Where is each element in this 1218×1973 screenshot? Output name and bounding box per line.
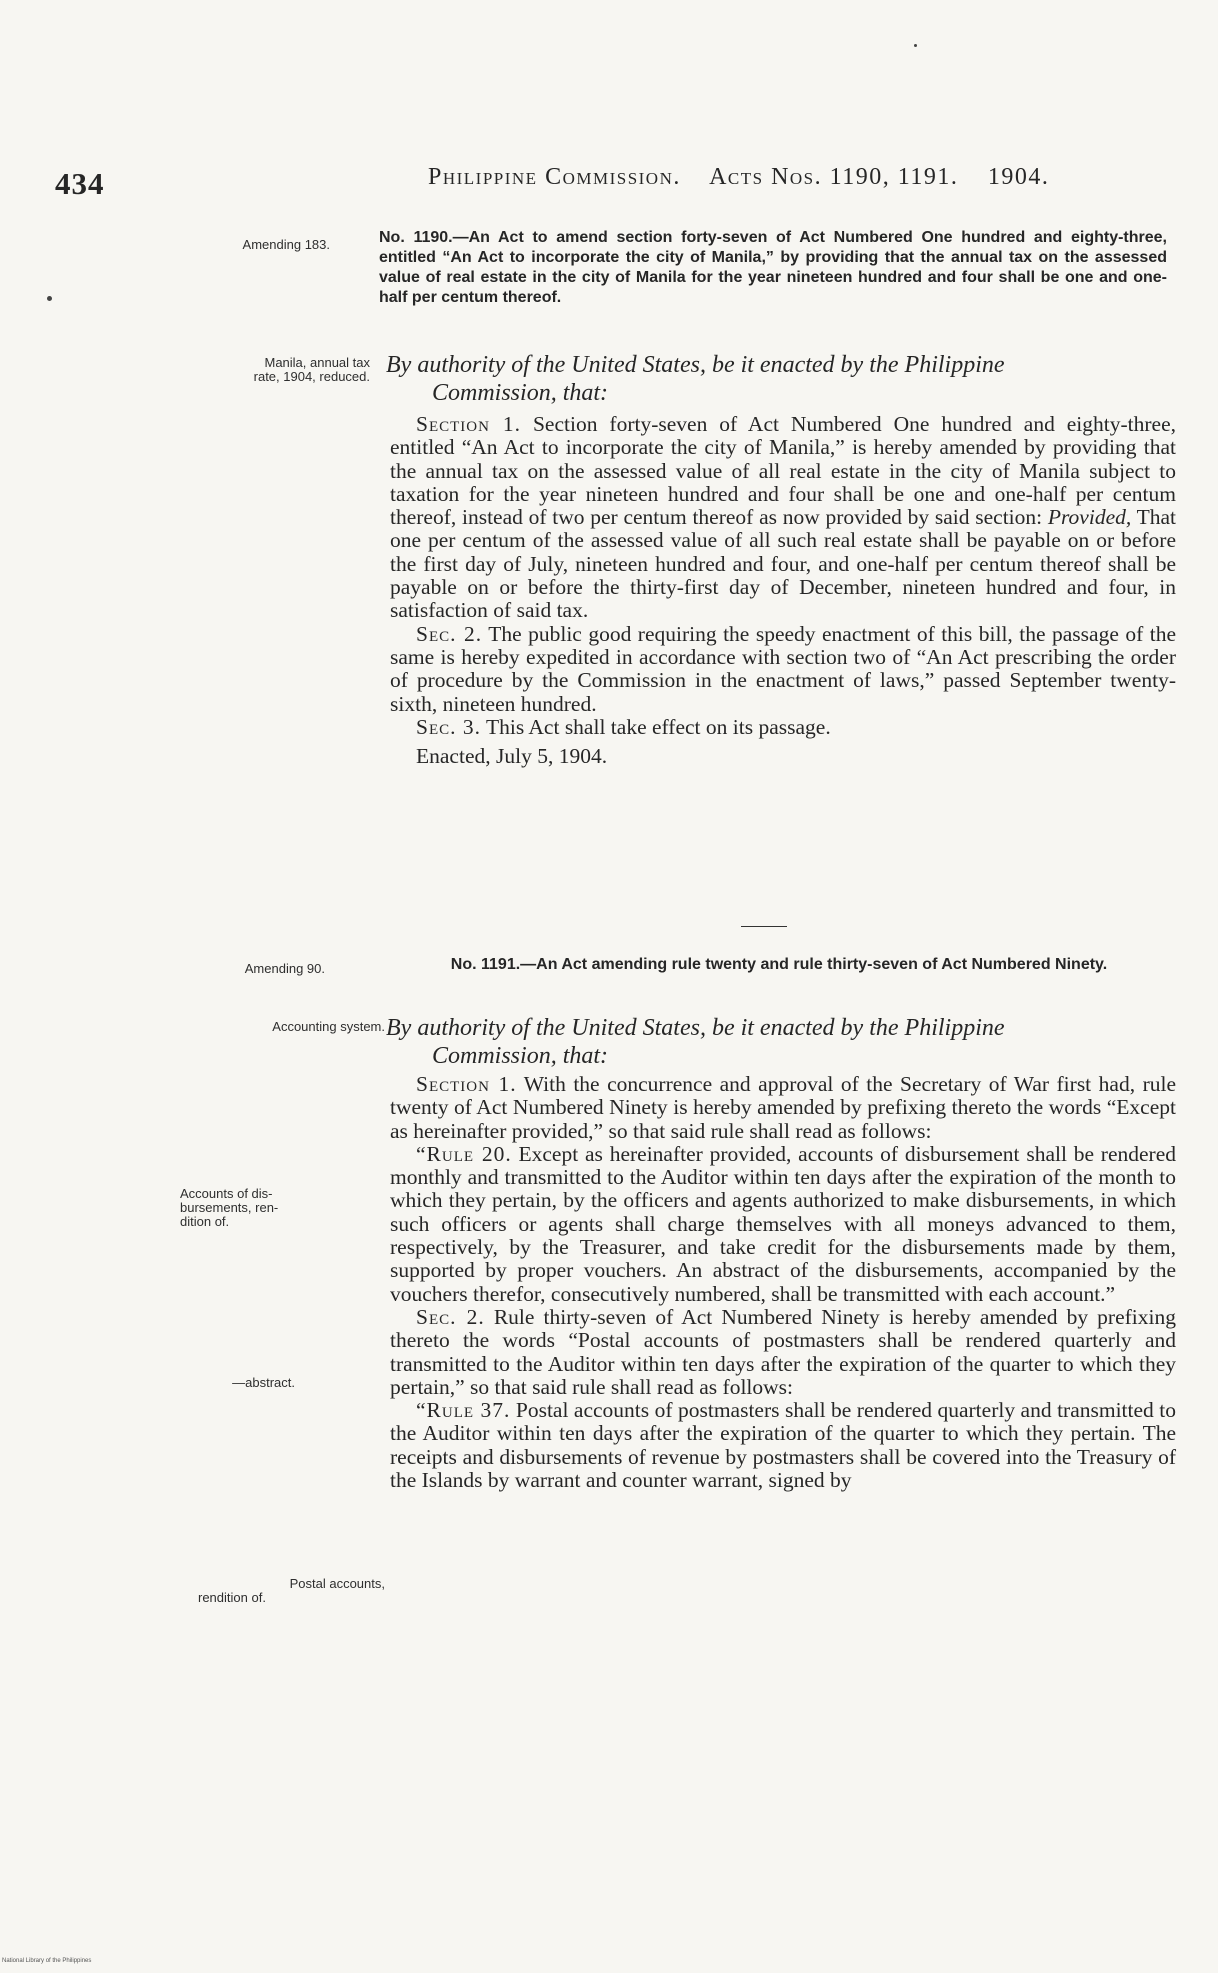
rule-label: “Rule 20. xyxy=(416,1141,512,1166)
act-1191-enacting-clause xyxy=(386,1014,1186,1070)
act-1191-title xyxy=(379,955,1179,975)
margin-note-line: dition of. xyxy=(180,1214,230,1229)
scan-footer: National Library of the Philippines xyxy=(2,1958,92,1964)
scan-speck xyxy=(914,44,917,47)
margin-note-text: Amending 90. xyxy=(244,961,325,976)
enacting-clause-line: Commission, that: xyxy=(432,1043,609,1069)
act-1190-enacting-clause xyxy=(386,351,1186,407)
act-1190-title xyxy=(379,228,1167,308)
act-1190-number: No. 1190. xyxy=(379,229,453,246)
margin-note-accounting-system xyxy=(160,1020,385,1034)
section-text: Section forty-seven of Act Numbered One hundred and eighty-three, entitled “An Act to incorporate the city of Manila,” is hereby amended by providing that the annual tax on the assessed value of all real estate in the city of Manila subject to taxation for the year nineteen hundred and four shall be one and one-half per centum thereof, instead of two per centum thereof as now provided by said section: xyxy=(390,412,1177,530)
enacting-clause-line: By authority of the United States, be it enacted by the Philippine xyxy=(386,1015,1005,1041)
rule-20-text xyxy=(390,1143,1176,1306)
margin-note-line: rendition of. xyxy=(198,1590,266,1605)
running-head xyxy=(428,164,1071,191)
page-number: 434 xyxy=(55,166,105,201)
margin-note-manila-tax-rate xyxy=(160,356,370,384)
act-separator-rule xyxy=(741,926,787,927)
act-1190-body xyxy=(390,413,1176,768)
proviso-word: Provided, xyxy=(1047,505,1132,530)
margin-note-line: Accounts of dis- xyxy=(180,1186,273,1201)
margin-note-text: Amending 183. xyxy=(242,237,330,252)
act-1191-section-2 xyxy=(390,1306,1176,1399)
acts-label: Acts Nos. 1190, 1191. xyxy=(709,164,959,190)
section-label: Section 1. xyxy=(416,1072,517,1096)
act-1191-body xyxy=(390,1073,1176,1492)
rule-37-text xyxy=(390,1399,1176,1492)
act-1190-enacted-date: Enacted, July 5, 1904. xyxy=(416,744,608,769)
rule-body: Postal accounts of postmasters shall be rendered quarterly and transmitted to the Auditor within ten days after the expiration of the quarter to which they pertain. The receipts and disbursements of revenue by postmasters shall be covered into the Treasury of the Islands by warrant and counter warrant, signed by xyxy=(390,1398,1176,1493)
margin-note-line: rate, 1904, reduced. xyxy=(253,369,370,384)
margin-note-text: Accounting system. xyxy=(272,1019,385,1034)
margin-note-amending-183 xyxy=(150,238,330,252)
act-1190-section-2 xyxy=(390,623,1176,716)
enacting-clause-line: By authority of the United States, be it enacted by the Philippine xyxy=(386,352,1005,378)
section-label: Sec. 2. xyxy=(416,621,483,646)
act-1190-section-3 xyxy=(390,716,1176,739)
margin-note-line: bursements, ren- xyxy=(180,1200,279,1215)
margin-note-line: Postal accounts, xyxy=(289,1576,385,1591)
margin-note-line: Manila, annual tax xyxy=(264,355,370,370)
section-text: With the concurrence and approval of the Secretary of War first had, rule twenty of Act Numbered Ninety is hereby amended by prefixing thereto the words “Except as hereinafter provided,” so that said rule shall read as follows: xyxy=(390,1072,1176,1143)
act-1191-number: No. 1191. xyxy=(450,956,521,973)
act-1191-title-text: —An Act amending rule twenty and rule thirty-seven of Act Numbered Ninety. xyxy=(520,956,1108,973)
section-text: Rule thirty-seven of Act Numbered Ninety is hereby amended by prefixing thereto the words “Postal accounts of postmasters shall be rendered quarterly and transmitted to the Auditor within ten days after the expiration of the quarter to which they pertain,” so that said rule shall read as follows: xyxy=(390,1304,1176,1399)
section-label: Sec. 3. xyxy=(416,714,481,739)
act-1190-title-text: —An Act to amend section forty-seven of Act Numbered One hundred and eighty-three, entitled “An Act to incorporate the city of Manila,” by providing that the annual tax on the assessed value of real estate in the city of Manila for the year nineteen hundred and four shall be one and one-half per centum thereof. xyxy=(379,229,1167,306)
margin-note-abstract xyxy=(150,1376,295,1390)
rule-label: “Rule 37. xyxy=(416,1398,511,1423)
section-text: The public good requiring the speedy enactment of this bill, the passage of the same is hereby expedited in accordance with section two of “An Act prescribing the order of procedure by the Commission in the enactment of laws,” passed September twenty-sixth, nineteen hundred. xyxy=(390,621,1177,716)
margin-note-accounts-of-disbursements xyxy=(180,1187,385,1229)
section-label: Sec. 2. xyxy=(416,1304,485,1329)
margin-note-amending-90 xyxy=(150,962,325,976)
margin-note-text: —abstract. xyxy=(232,1375,295,1390)
act-1190-section-1 xyxy=(390,413,1176,623)
running-title: Philippine Commission. xyxy=(428,164,681,190)
scan-speck xyxy=(47,296,52,301)
running-year: 1904. xyxy=(987,164,1050,190)
section-label: Section 1. xyxy=(416,412,522,436)
section-text: This Act shall take effect on its passage. xyxy=(481,714,831,739)
rule-body: Except as hereinafter provided, accounts of disbursement shall be rendered monthly and transmitted to the Auditor within ten days after the expiration of the month to which they pertain, by the officers and agents authorized to make disbursements, in which such officers or agents shall charge themselves with all moneys advanced to them, respectively, by the Treasurer, and take credit for the disbursements made by them, supported by proper vouchers. An abstract of the disbursements, accompanied by the vouchers therefor, consecutively numbered, shall be transmitted with each account.” xyxy=(390,1141,1177,1306)
section-text: That one per centum of the assessed value of all such real estate shall be payable on or before the first day of July, nineteen hundred and four, and one-half per centum thereof shall be payable on or before the thirty-first day of December, nineteen hundred and four, in satisfaction of said tax. xyxy=(390,505,1176,623)
act-1191-section-1 xyxy=(390,1073,1176,1143)
enacting-clause-line: Commission, that: xyxy=(432,380,609,406)
margin-note-postal-accounts xyxy=(180,1577,385,1605)
